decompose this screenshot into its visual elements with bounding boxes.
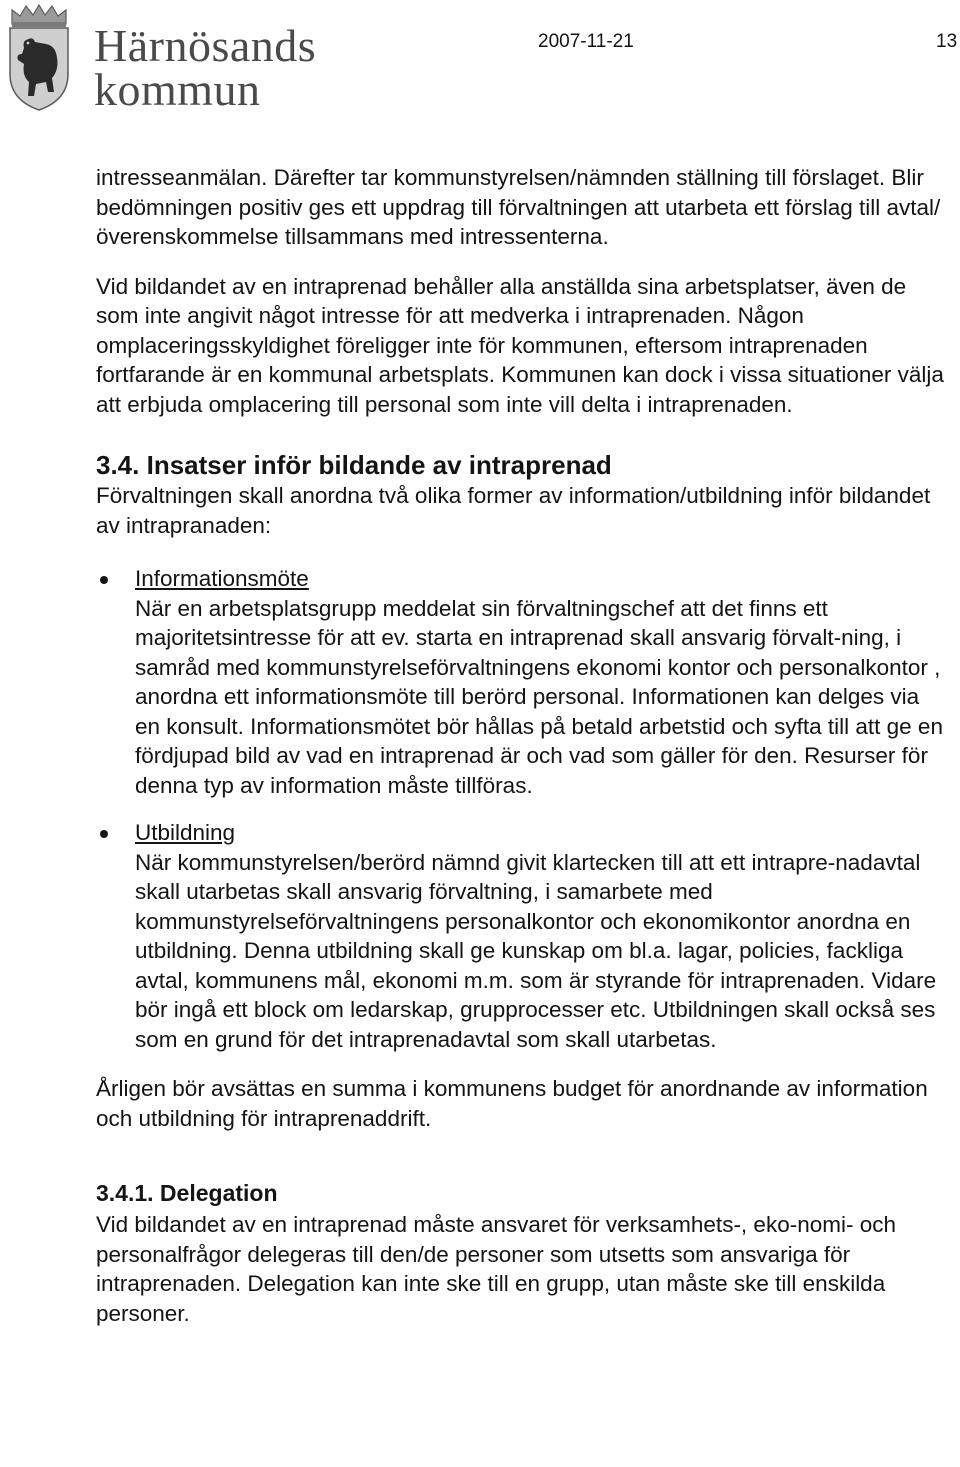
list-item-informationsmote (96, 564, 948, 800)
document-body (96, 163, 948, 1328)
paragraph-anstallda: Vid bildandet av en intraprenad behåller alla anställda sina arbetsplatser, även de som inte angivit något intresse för att medverka i intraprenaden. Någon omplaceringsskyldighet föreligger inte för kommunen, eftersom intraprenaden fortfarande är en kommunal arbetsplats. Kommunen kan dock i vissa situationer välja att erbjuda omplacering till personal som inte vill delta i intraprenaden. (96, 273, 944, 417)
subsection-heading: 3.4.1. Delegation (96, 1180, 278, 1206)
list-item-utbildning (96, 818, 948, 1054)
bullet-title: Informationsmöte (135, 566, 309, 591)
section-heading: 3.4. Insatser inför bildande av intraprenad (96, 450, 612, 480)
logo-text-kommun: kommun (94, 64, 261, 115)
logo-text-harnosands: Härnösands (94, 20, 317, 71)
paragraph-intro: intresseanmälan. Därefter tar kommunstyrelsen/nämnden ställning till förslaget. Blir bedömningen positiv ges ett uppdrag till förvaltningen att utarbeta ett förslag till avtal/överenskommelse tillsammans med intressenterna. (96, 165, 941, 249)
paragraph-forvaltningen: Förvaltningen skall anordna två olika former av information/utbildning inför bildandet av intrapranaden: (96, 483, 931, 538)
bullet-text: När kommunstyrelsen/berörd nämnd givit klartecken till att ett intrapre-nadavtal skall utarbetas skall ansvarig förvaltning, i samarbete med kommunstyrelseförvaltningens personalkontor och ekonomikontor anordna en utbildning. Denna utbildning skall ge kunskap om bl.a. lagar, policies, fackliga avtal, kommunens mål, ekonomi m.m. som är styrande för intraprenaden. Vidare bör ingå ett block om ledarskap, grupprocesser etc. Utbildningen skall också ses som en grund för det intraprenadavtal som skall utarbetas. (135, 849, 937, 1052)
bullet-text: När en arbetsplatsgrupp meddelat sin förvaltningschef att det finns ett majoritetsintresse för att ev. starta en intraprenad skall ansvarig förvalt-ning, i samråd med kommunstyrelseförvaltningens ekonomi kontor och personalkontor , anordna ett informationsmöte till berörd personal. Informationen kan delges via en konsult. Informationsmötet bör hållas på betald arbetstid och syfta till att ge en fördjupad bild av vad en intraprenad är och vad som gäller för den. Resurser för denna typ av information måste tillföras. (135, 595, 943, 798)
municipal-crest-bear-icon (4, 4, 74, 112)
bullet-icon (100, 830, 108, 838)
page-number: 13 (936, 31, 958, 52)
page-header (0, 0, 960, 130)
bullet-icon (100, 576, 108, 584)
paragraph-delegation: Vid bildandet av en intraprenad måste ansvaret för verksamhets-, eko-nomi- och personalfrågor delegeras till den/de personer som utsetts som ansvariga för intraprenaden. Delegation kan inte ske till en grupp, utan måste ske till enskilda personer. (96, 1212, 896, 1326)
paragraph-arligen: Årligen bör avsättas en summa i kommunens budget för anordnande av information och utbildning för intraprenaddrift. (96, 1076, 928, 1131)
header-date: 2007-11-21 (538, 31, 634, 52)
bullet-title: Utbildning (135, 820, 236, 845)
